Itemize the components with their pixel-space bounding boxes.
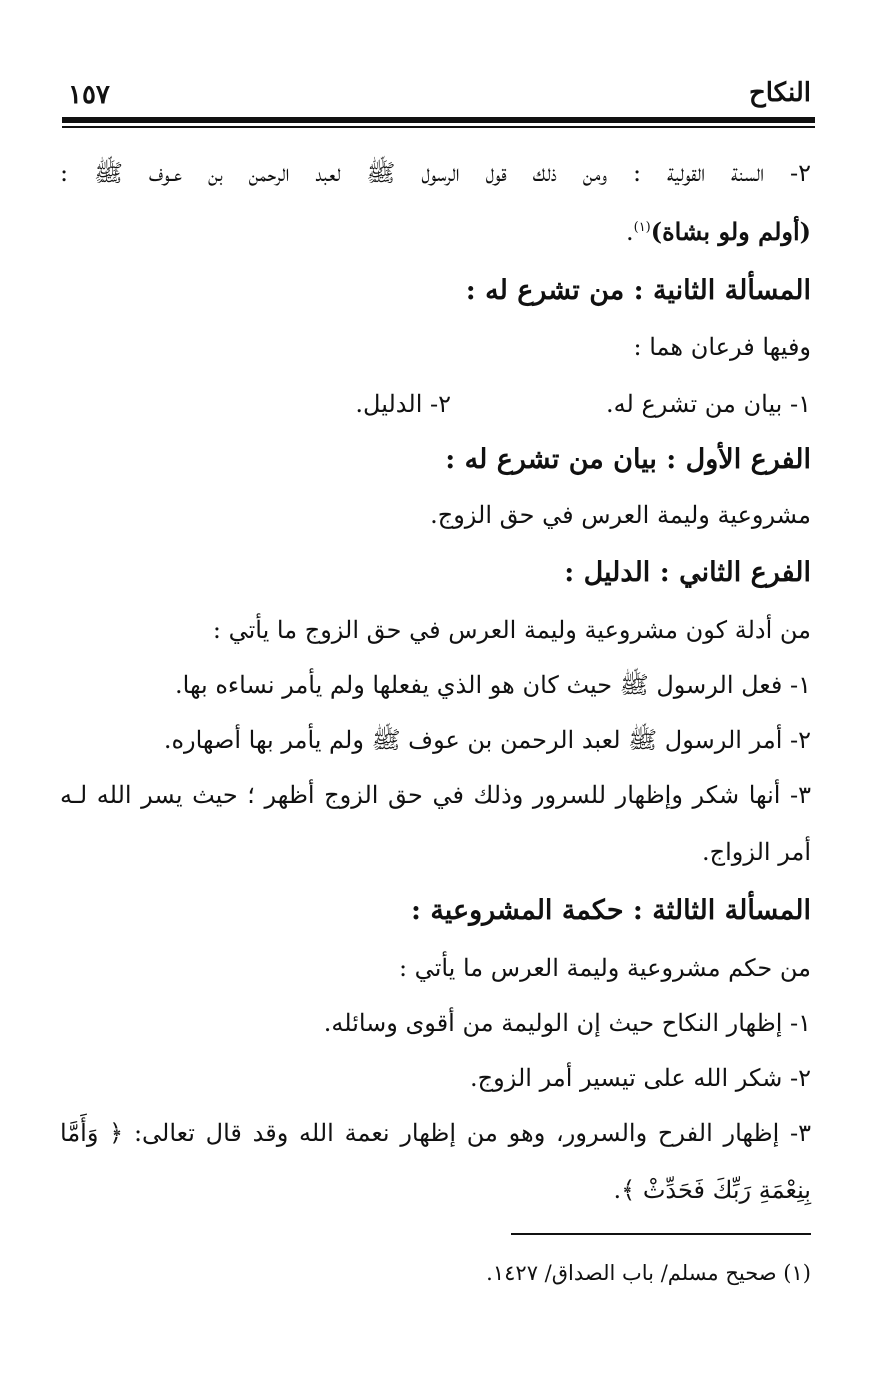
running-header (62, 78, 811, 118)
wisdom-item-2: ٢- شكر الله على تيسير أمر الزوج. (470, 1064, 811, 1092)
body-line-1: ٢- السنة القولية : ومن ذلك قول الرسول ﷺ لعبد الرحمن بن عـوف ﷺ : (60, 159, 811, 187)
footnote-ref-1: (١) (633, 220, 651, 235)
body-line-2 (60, 210, 811, 250)
evidence-item-1: ١- فعل الرسول ﷺ حيث كان هو الذي يفعلها ولم يأمر نساءه بها. (175, 671, 811, 699)
heading-issue-3: المسألة الثالثة : حكمة المشروعية : (410, 895, 811, 926)
branch-1-text: مشروعية وليمة العرس في حق الزوج. (430, 501, 811, 529)
wisdom-intro: من حكم مشروعية وليمة العرس ما يأتي : (398, 954, 811, 982)
branch-item-2: ٢- الدليل. (355, 390, 451, 418)
wisdom-item-3-line-2: بِنِعْمَةِ رَبِّكَ فَحَدِّثْ ﴾. (613, 1176, 811, 1204)
page-number: ١٥٧ (68, 80, 110, 110)
heading-branch-2: الفرع الثاني : الدليل : (564, 557, 811, 588)
hadith-quote: (أولم ولو بشاة) (650, 217, 811, 246)
wisdom-item-1: ١- إظهار النكاح حيث إن الوليمة من أقوى وسائله. (323, 1009, 811, 1037)
evidence-item-3-line-1: ٣- أنها شكر وإظهار للسرور وذلك في حق الزوج أظهر ؛ حيث يسر الله لـه (60, 781, 811, 809)
evidence-intro: من أدلة كون مشروعية وليمة العرس في حق الزوج ما يأتي : (212, 616, 811, 644)
sentence-end: . (625, 218, 634, 246)
header-rule-thin (62, 126, 815, 128)
header-rule-thick (62, 117, 815, 123)
chapter-title: النكاح (748, 78, 811, 108)
branch-item-1: ١- بيان من تشرع له. (606, 390, 811, 418)
wisdom-item-3-line-1: ٣- إظهار الفرح والسرور، وهو من إظهار نعمة الله وقد قال تعالى: ﴿ وَأَمَّا (60, 1119, 811, 1147)
footnote-separator (511, 1233, 811, 1235)
evidence-item-2: ٢- أمر الرسول ﷺ لعبد الرحمن بن عوف ﷺ ولم يأمر بها أصهاره. (163, 726, 811, 754)
branches-intro: وفيها فرعان هما : (633, 333, 811, 361)
heading-issue-2: المسألة الثانية : من تشرع له : (465, 275, 811, 306)
heading-branch-1: الفرع الأول : بيان من تشرع له : (445, 444, 811, 475)
footnote-1: (١) صحيح مسلم/ باب الصداق/ ١٤٢٧. (486, 1261, 811, 1285)
evidence-item-3-line-2: أمر الزواج. (702, 838, 811, 866)
